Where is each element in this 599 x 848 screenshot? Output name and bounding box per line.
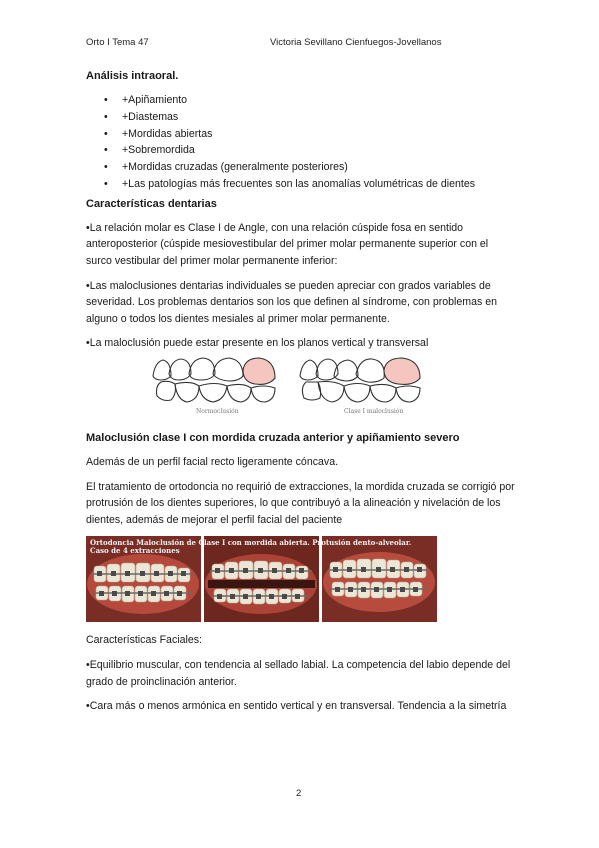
- list-item: • +Diastemas: [86, 109, 516, 126]
- intraoral-heading: Análisis intraoral.: [86, 70, 179, 82]
- header-course: Orto I Tema 47: [86, 37, 149, 48]
- clinical-photos: [86, 536, 516, 622]
- facial-paragraph-1: •Equilibrio muscular, con tendencia al sellado labial. La competencia del labio depende del grado de proinclinación anterior.: [86, 658, 511, 688]
- page-number: 2: [296, 788, 302, 799]
- facial-paragraph-2: •Cara más o menos armónica en sentido vertical y en transversal. Tendencia a la simetría: [86, 700, 507, 713]
- dental-heading: Características dentarias: [86, 197, 217, 210]
- list-item: • +Mordidas cruzadas (generalmente posteriores): [86, 159, 516, 176]
- case-heading: Maloclusión clase I con mordida cruzada anterior y apiñamiento severo: [86, 431, 460, 444]
- header-author: Victoria Sevillano Cienfuegos-Jovellanos: [270, 37, 442, 48]
- list-item: • +Mordidas abiertas: [86, 126, 516, 143]
- photo-caption: Ortodoncia Maloclusión de Clase I con mordida abierta. Protusión dento-alveolar. Caso de 4 extracciones: [90, 538, 412, 556]
- malocclusion-caption: Clase I maloclusión: [344, 407, 404, 415]
- list-item: • +Las patologías más frecuentes son las anomalías volumétricas de dientes: [86, 176, 516, 193]
- dental-paragraph-3: •La maloclusión puede estar presente en los planos vertical y transversal: [86, 337, 429, 350]
- normocclusion-caption: Normoclusión: [196, 407, 239, 415]
- case-paragraph-1: Además de un perfil facial recto ligeramente cóncava.: [86, 455, 339, 468]
- class-i-malocclusion-teeth-drawing: [298, 356, 424, 404]
- upper-molar-highlight: [384, 358, 420, 384]
- intraoral-list: [86, 92, 516, 193]
- normocclusion-teeth-drawing: [151, 356, 277, 404]
- dental-paragraph-1: •La relación molar es Clase I de Angle, con una relación cúspide fosa en sentido anteroposterior (cúspide mesiovestibular del primer molar permanente superior con el surco vestibular del primer molar permanente inferior:: [86, 221, 489, 267]
- dental-paragraph-2: •Las maloclusiones dentarias individuales se pueden apreciar con grados variables de severidad. Los problemas dentarios son los que definen al síndrome, con problemas en alguno o todos los dientes mesiales al primer molar permanente.: [86, 279, 498, 325]
- facial-heading: Características Faciales:: [86, 634, 202, 647]
- list-item: • +Apiñamiento: [86, 92, 516, 109]
- occlusion-figure: [86, 356, 516, 422]
- page-content: [86, 68, 516, 723]
- case-paragraph-2: El tratamiento de ortodoncia no requirió de extracciones, la mordida cruzada se corrigió por protrusión de los dientes superiores, lo que contribuyó a la alineación y nivelación de los dientes, además de mejorar el perfil facial del paciente: [86, 480, 515, 526]
- list-item: • +Sobremordida: [86, 142, 516, 159]
- upper-molar-highlight: [243, 358, 275, 384]
